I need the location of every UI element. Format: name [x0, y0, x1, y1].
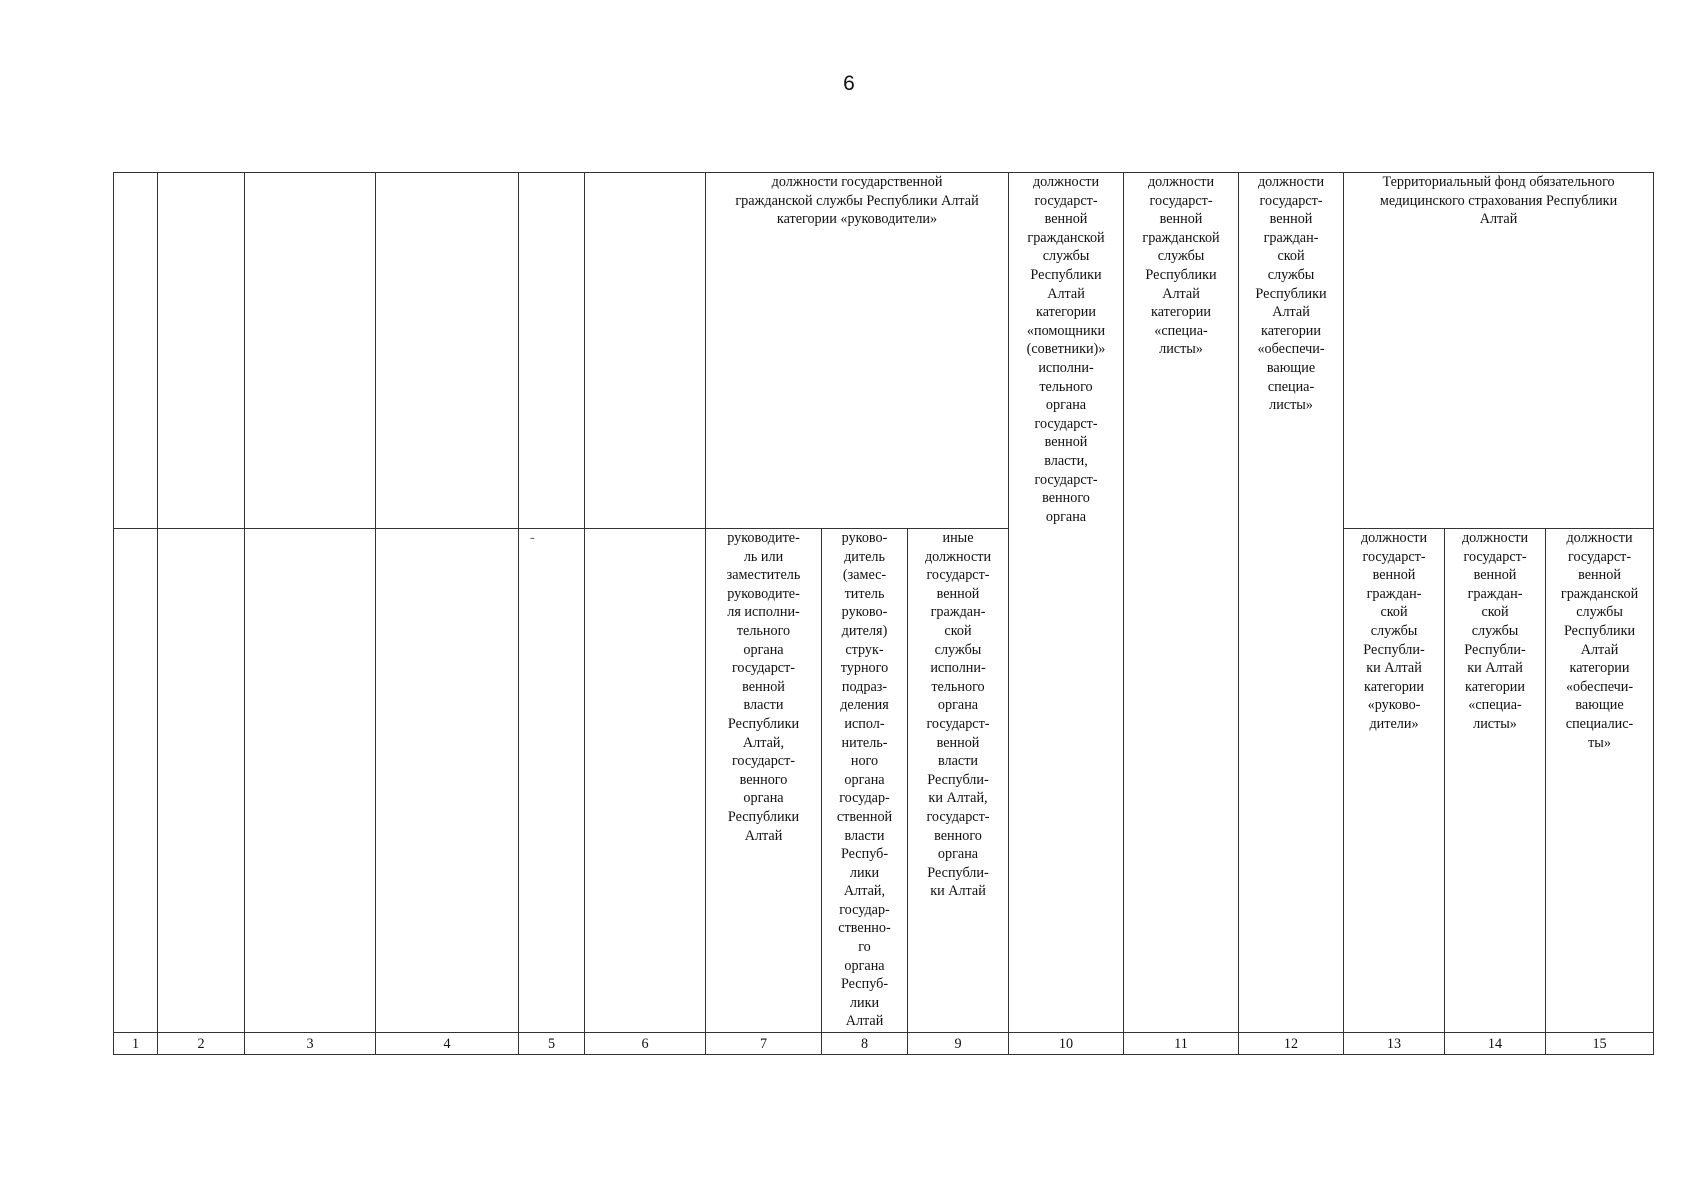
subheader-col13-fund-leaders: должности государст- венной граждан- ской службы Республи- ки Алтай категории «руково- дители» — [1344, 529, 1445, 1033]
subheader-col7-head-or-deputy: руководите- ль или заместитель руководите- ля исполни- тельного органа государст- венной власти Республики Алтай, государст- венного органа Республики Алтай — [706, 529, 822, 1033]
subheader-cell-col6 — [585, 529, 706, 1033]
column-number: 7 — [706, 1033, 822, 1055]
column-number: 10 — [1009, 1033, 1124, 1055]
subheader-col8-unit-head: руково- дитель (замес- титель руково- дителя) струк- турного подраз- деления испол- нитель- ного органа государ- ственной власти Респуб- лики Алтай, государ- ственно- го органа Респуб- лики Алтай — [822, 529, 908, 1033]
subheader-col15-fund-support: должности государст- венной гражданской службы Республики Алтай категории «обеспечи- вающие специалис- ты» — [1546, 529, 1654, 1033]
positions-table — [113, 172, 1654, 1055]
column-number: 9 — [908, 1033, 1009, 1055]
column-number: 4 — [376, 1033, 519, 1055]
header-cell-col3 — [245, 173, 376, 529]
header-col12-support-specialists: должности государст- венной граждан- ской службы Республики Алтай категории «обеспечи- вающие специа- листы» — [1239, 173, 1344, 1033]
column-number: 13 — [1344, 1033, 1445, 1055]
column-number: 3 — [245, 1033, 376, 1055]
header-row-categories — [114, 173, 1654, 529]
header-col11-specialists: должности государст- венной гражданской службы Республики Алтай категории «специа- листы» — [1124, 173, 1239, 1033]
column-number: 11 — [1124, 1033, 1239, 1055]
header-group-fund: Территориальный фонд обязательного медицинского страхования Республики Алтай — [1344, 173, 1654, 529]
subheader-col14-fund-specialists: должности государст- венной граждан- ской службы Республи- ки Алтай категории «специа- листы» — [1445, 529, 1546, 1033]
subheader-cell-col4 — [376, 529, 519, 1033]
subheader-cell-col5 — [519, 529, 585, 1033]
column-number: 1 — [114, 1033, 158, 1055]
header-cell-col1 — [114, 173, 158, 529]
header-cell-col2 — [158, 173, 245, 529]
column-number-row — [114, 1033, 1654, 1055]
header-cell-col4 — [376, 173, 519, 529]
header-cell-col5 — [519, 173, 585, 529]
header-group-leaders: должности государственной гражданской службы Республики Алтай категории «руководители» — [706, 173, 1009, 529]
column-number: 14 — [1445, 1033, 1546, 1055]
column-number: 12 — [1239, 1033, 1344, 1055]
subheader-col9-other-positions: иные должности государст- венной граждан- ской службы исполни- тельного органа государст- венной власти Республи- ки Алтай, государст- венного органа Республи- ки Алтай — [908, 529, 1009, 1033]
subheader-cell-col3 — [245, 529, 376, 1033]
column-number: 2 — [158, 1033, 245, 1055]
column-number: 5 — [519, 1033, 585, 1055]
header-row-subcategories — [114, 529, 1654, 1033]
page-number: 6 — [843, 72, 855, 95]
dash-mark: - — [530, 530, 535, 546]
subheader-cell-col2 — [158, 529, 245, 1033]
column-number: 15 — [1546, 1033, 1654, 1055]
column-number: 8 — [822, 1033, 908, 1055]
header-cell-col6 — [585, 173, 706, 529]
header-col10-assistants: должности государст- венной гражданской службы Республики Алтай категории «помощники (советники)» исполни- тельного органа государст- венной власти, государст- венного органа — [1009, 173, 1124, 1033]
column-number: 6 — [585, 1033, 706, 1055]
subheader-cell-col1 — [114, 529, 158, 1033]
